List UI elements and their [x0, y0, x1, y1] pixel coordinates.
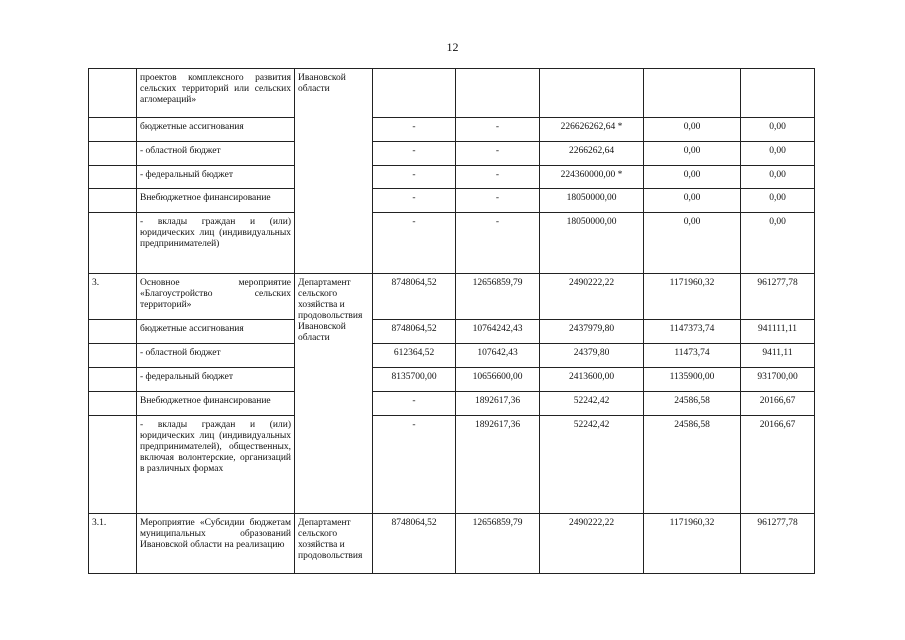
table-row: [89, 69, 815, 118]
value-cell: -: [456, 213, 540, 274]
value-cell: 224360000,00 *: [540, 166, 644, 189]
value-cell: 0,00: [644, 118, 741, 142]
row-number: [89, 392, 137, 416]
value-cell: [540, 69, 644, 118]
row-number: [89, 213, 137, 274]
value-cell: 1135900,00: [644, 368, 741, 392]
row-number: [89, 69, 137, 118]
row-number: 3.: [89, 274, 137, 320]
value-cell: -: [373, 118, 456, 142]
value-cell: 0,00: [741, 213, 815, 274]
value-cell: 0,00: [644, 189, 741, 213]
value-cell: 107642,43: [456, 344, 540, 368]
row-description: Внебюджетное финансирование: [137, 392, 295, 416]
row-number: [89, 344, 137, 368]
row-number: [89, 118, 137, 142]
page-number: 12: [446, 40, 459, 54]
value-cell: 226626262,64 *: [540, 118, 644, 142]
value-cell: 10764242,43: [456, 320, 540, 344]
table-row: [89, 118, 815, 142]
value-cell: 1892617,36: [456, 416, 540, 514]
value-cell: 0,00: [644, 166, 741, 189]
value-cell: 24586,58: [644, 416, 741, 514]
value-cell: [741, 69, 815, 118]
value-cell: 8135700,00: [373, 368, 456, 392]
value-cell: 20166,67: [741, 416, 815, 514]
row-description: бюджетные ассигнования: [137, 320, 295, 344]
row-description: - вклады граждан и (или) юридических лиц (индивидуальных предпринимателей), общественных, включая волонтерские, организаций в различных формах: [137, 416, 295, 514]
value-cell: [644, 69, 741, 118]
row-description: Внебюджетное финансирование: [137, 189, 295, 213]
table-row: [89, 368, 815, 392]
row-number: [89, 368, 137, 392]
value-cell: 8748064,52: [373, 320, 456, 344]
value-cell: 12656859,79: [456, 274, 540, 320]
value-cell: 941111,11: [741, 320, 815, 344]
value-cell: 0,00: [644, 213, 741, 274]
value-cell: 8748064,52: [373, 514, 456, 574]
table-row: [89, 392, 815, 416]
value-cell: 0,00: [644, 142, 741, 166]
value-cell: -: [373, 392, 456, 416]
value-cell: [373, 69, 456, 118]
row-description: - федеральный бюджет: [137, 368, 295, 392]
value-cell: 2413600,00: [540, 368, 644, 392]
value-cell: 0,00: [741, 166, 815, 189]
row-description: проектов комплексного развития сельских территорий или сельских агломераций»: [137, 69, 295, 118]
value-cell: 1147373,74: [644, 320, 741, 344]
row-number: [89, 166, 137, 189]
value-cell: -: [456, 118, 540, 142]
table-row: [89, 213, 815, 274]
value-cell: 961277,78: [741, 274, 815, 320]
executor-cell: Департамент сельского хозяйства и продовольствия Ивановской области: [295, 274, 373, 514]
executor-cell: Департамент сельского хозяйства и продовольствия: [295, 514, 373, 574]
table-row: [89, 189, 815, 213]
row-description: - областной бюджет: [137, 142, 295, 166]
table-row: [89, 166, 815, 189]
value-cell: 11473,74: [644, 344, 741, 368]
value-cell: 8748064,52: [373, 274, 456, 320]
value-cell: 18050000,00: [540, 213, 644, 274]
value-cell: -: [373, 166, 456, 189]
value-cell: 24379,80: [540, 344, 644, 368]
executor-cell: Ивановской области: [295, 69, 373, 274]
value-cell: 2266262,64: [540, 142, 644, 166]
row-number: 3.1.: [89, 514, 137, 574]
value-cell: 12656859,79: [456, 514, 540, 574]
value-cell: 1171960,32: [644, 514, 741, 574]
value-cell: 52242,42: [540, 416, 644, 514]
value-cell: 20166,67: [741, 392, 815, 416]
value-cell: 18050000,00: [540, 189, 644, 213]
table-row: [89, 416, 815, 514]
value-cell: 2490222,22: [540, 514, 644, 574]
row-number: [89, 416, 137, 514]
row-number: [89, 320, 137, 344]
value-cell: [456, 69, 540, 118]
value-cell: 961277,78: [741, 514, 815, 574]
value-cell: 0,00: [741, 189, 815, 213]
row-description: бюджетные ассигнования: [137, 118, 295, 142]
value-cell: -: [373, 213, 456, 274]
table-row: [89, 142, 815, 166]
value-cell: 9411,11: [741, 344, 815, 368]
value-cell: -: [373, 189, 456, 213]
value-cell: 10656600,00: [456, 368, 540, 392]
value-cell: 931700,00: [741, 368, 815, 392]
value-cell: 1892617,36: [456, 392, 540, 416]
row-description: - федеральный бюджет: [137, 166, 295, 189]
value-cell: 24586,58: [644, 392, 741, 416]
value-cell: -: [373, 416, 456, 514]
value-cell: 1171960,32: [644, 274, 741, 320]
value-cell: -: [456, 166, 540, 189]
budget-table: [88, 68, 815, 574]
table-row: [89, 344, 815, 368]
row-description: Мероприятие «Субсидии бюджетам муниципальных образований Ивановской области на реализацию: [137, 514, 295, 574]
table-row: [89, 320, 815, 344]
value-cell: 52242,42: [540, 392, 644, 416]
value-cell: -: [456, 189, 540, 213]
value-cell: 612364,52: [373, 344, 456, 368]
row-number: [89, 142, 137, 166]
row-description: - областной бюджет: [137, 344, 295, 368]
value-cell: 0,00: [741, 118, 815, 142]
value-cell: 0,00: [741, 142, 815, 166]
row-description: - вклады граждан и (или) юридических лиц (индивидуальных предпринимателей): [137, 213, 295, 274]
value-cell: 2437979,80: [540, 320, 644, 344]
value-cell: 2490222,22: [540, 274, 644, 320]
table-row: [89, 514, 815, 574]
value-cell: -: [373, 142, 456, 166]
row-number: [89, 189, 137, 213]
table-row: [89, 274, 815, 320]
value-cell: -: [456, 142, 540, 166]
row-description: Основное мероприятие «Благоустройство сельских территорий»: [137, 274, 295, 320]
